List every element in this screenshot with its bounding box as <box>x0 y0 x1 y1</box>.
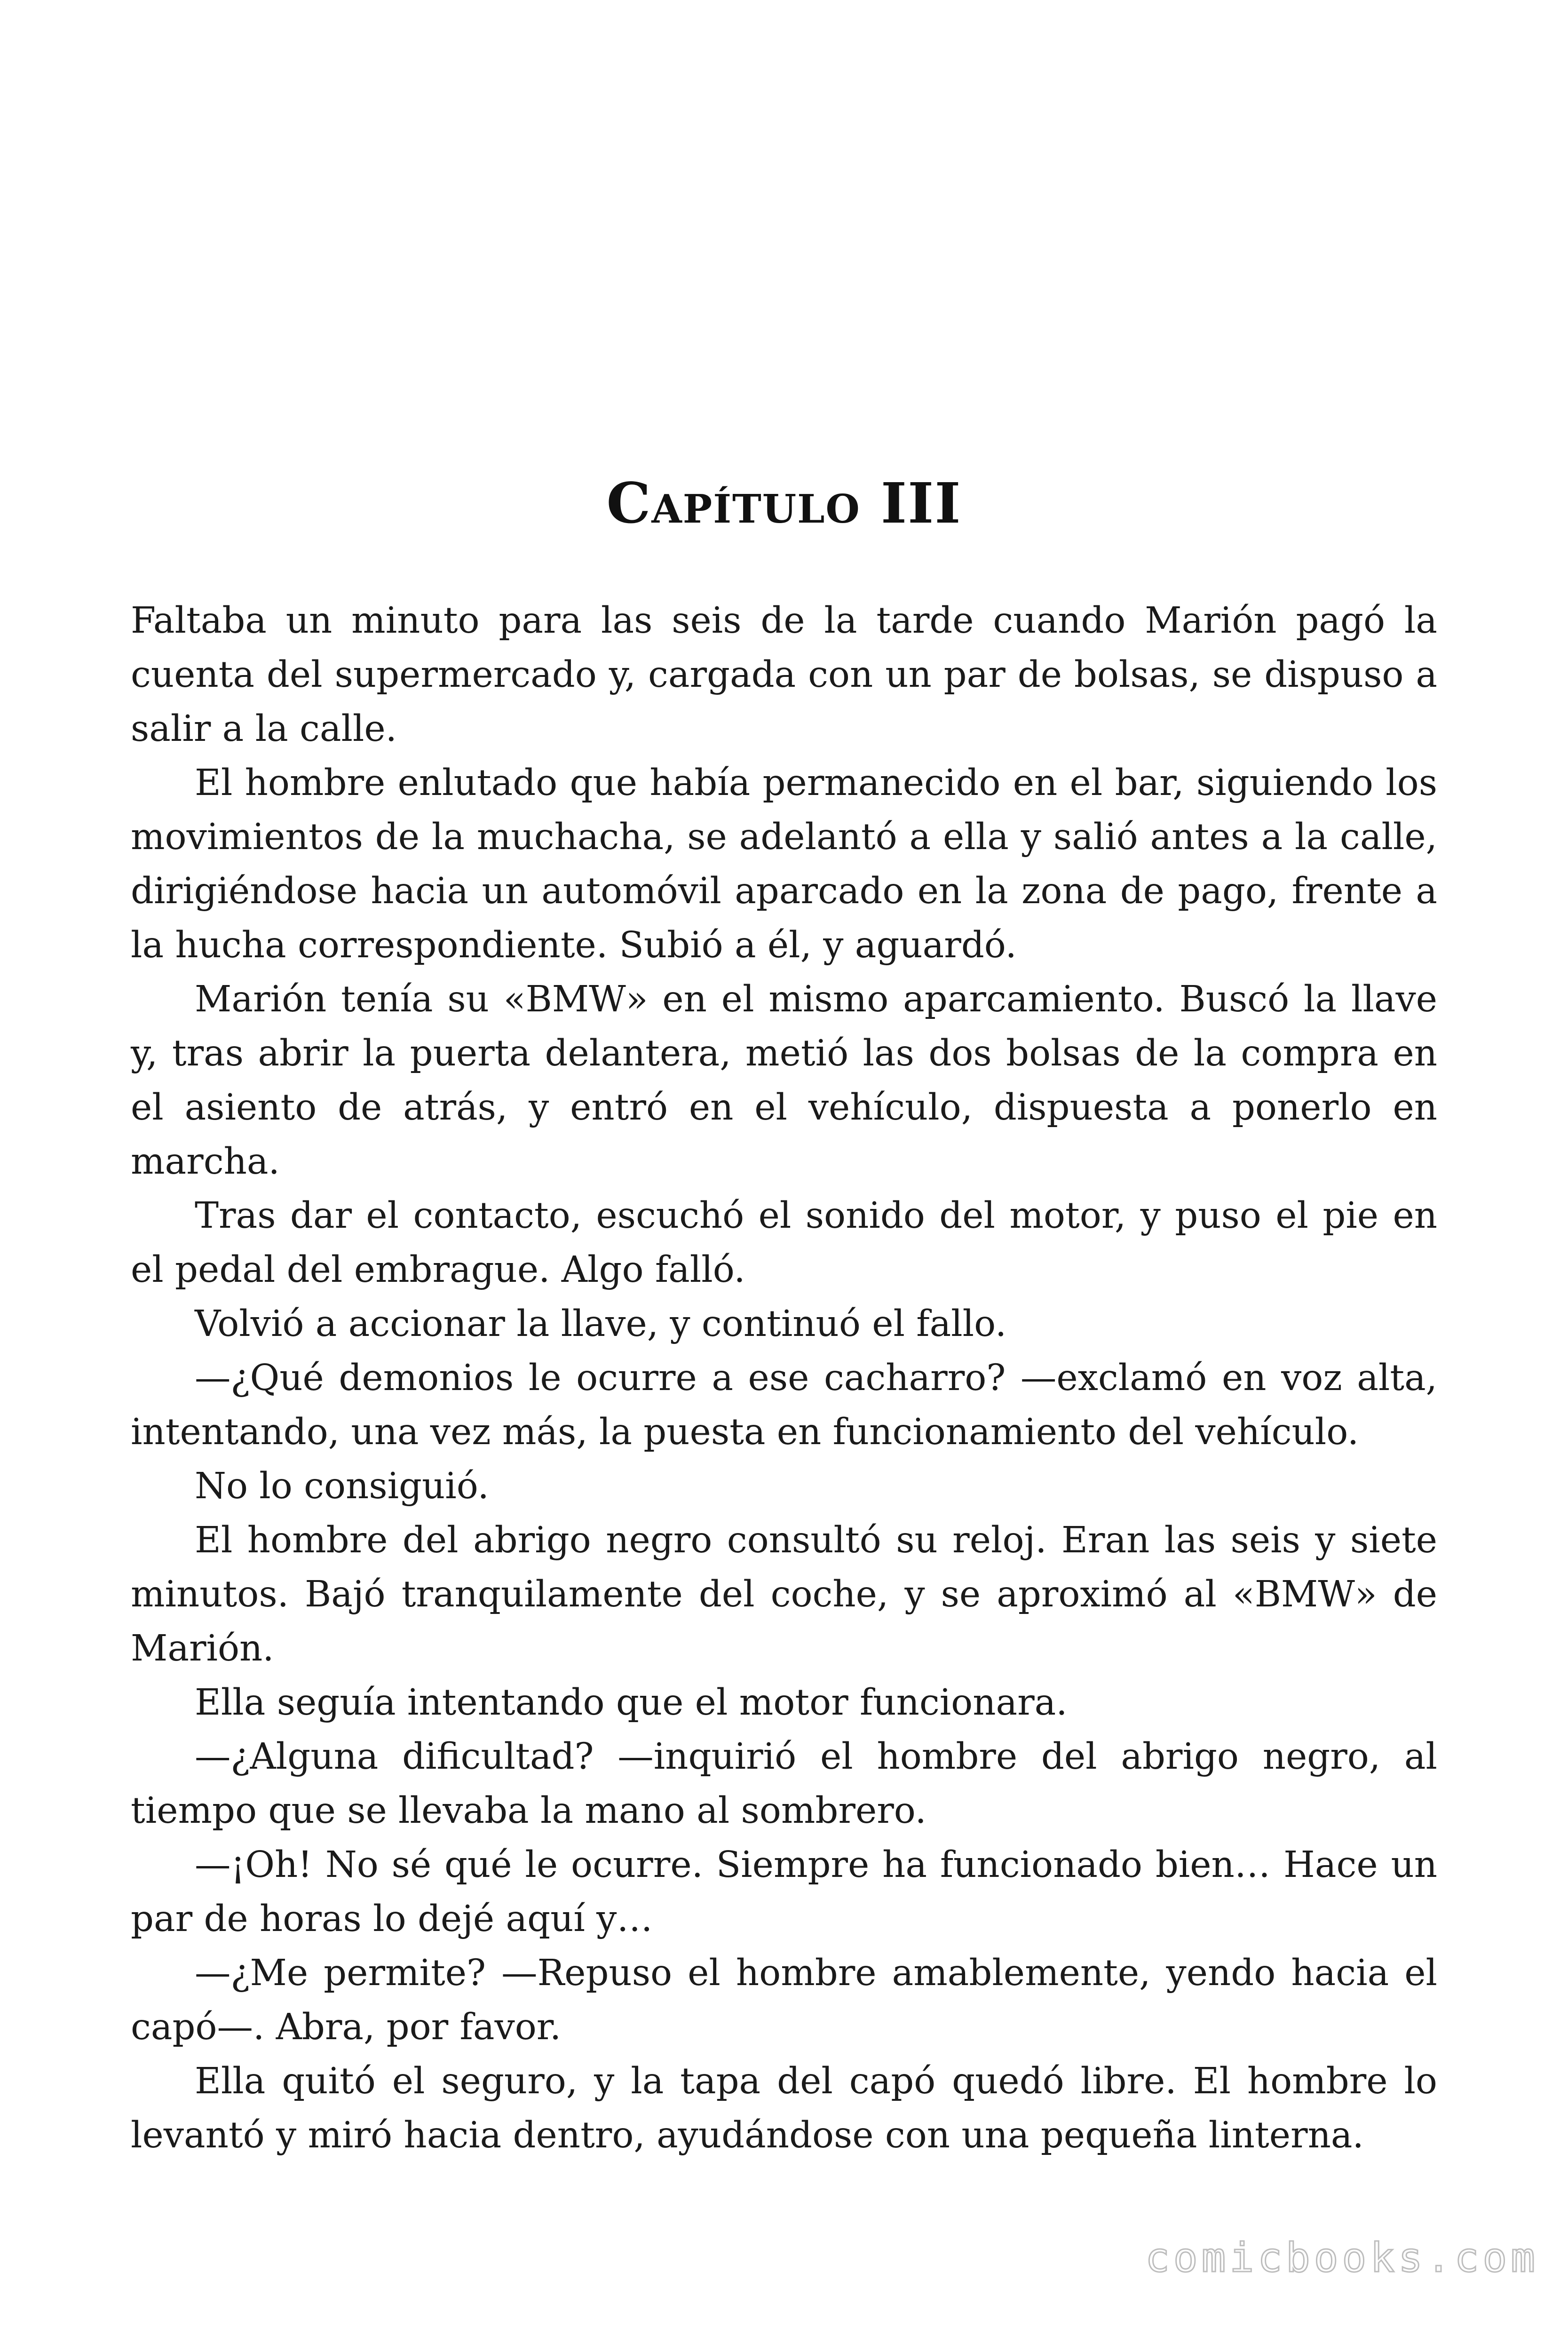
paragraph: Volvió a accionar la llave, y continuó el fallo. <box>195 1303 1007 1345</box>
paragraph: Ella seguía intentando que el motor funcionara. <box>195 1682 1068 1724</box>
paragraph: Marión tenía su «BMW» en el mismo aparcamiento. Buscó la llave y, tras abrir la puerta delantera, metió las dos bolsas de la compra en el asiento de atrás, y entró en el vehículo, dispuesta a ponerlo en marcha. <box>131 978 1437 1183</box>
dialogue-paragraph: —¿Me permite? —Repuso el hombre amablemente, yendo hacia el capó—. Abra, por favor. <box>131 1952 1437 2048</box>
watermark: comicbooks.com <box>1145 2234 1539 2281</box>
paragraph: No lo consiguió. <box>195 1465 489 1507</box>
dialogue-paragraph: —¿Alguna dificultad? —inquirió el hombre del abrigo negro, al tiempo que se llevaba la mano al sombrero. <box>131 1736 1437 1832</box>
dialogue-paragraph: —¡Oh! No sé qué le ocurre. Siempre ha funcionado bien… Hace un par de horas lo dejé aquí y… <box>131 1844 1437 1940</box>
paragraph: Tras dar el contacto, escuchó el sonido del motor, y puso el pie en el pedal del embrague. Algo falló. <box>131 1195 1437 1291</box>
paragraph: El hombre del abrigo negro consultó su reloj. Eran las seis y siete minutos. Bajó tranquilamente del coche, y se aproximó al «BMW» de Marión. <box>131 1519 1437 1669</box>
chapter-body <box>131 594 1437 2162</box>
paragraph: Faltaba un minuto para las seis de la tarde cuando Marión pagó la cuenta del supermercado y, cargada con un par de bolsas, se dispuso a salir a la calle. <box>131 600 1437 750</box>
dialogue-paragraph: —¿Qué demonios le ocurre a ese cacharro? —exclamó en voz alta, intentando, una vez más, la puesta en funcionamiento del vehículo. <box>131 1357 1437 1453</box>
paragraph: El hombre enlutado que había permanecido en el bar, siguiendo los movimientos de la muchacha, se adelantó a ella y salió antes a la calle, dirigiéndose hacia un automóvil aparcado en la zona de pago, frente a la hucha correspondiente. Subió a él, y aguardó. <box>131 762 1437 966</box>
paragraph: Ella quitó el seguro, y la tapa del capó quedó libre. El hombre lo levantó y miró hacia dentro, ayudándose con una pequeña linterna. <box>131 2060 1437 2156</box>
chapter-title: Capítulo III <box>606 470 962 536</box>
